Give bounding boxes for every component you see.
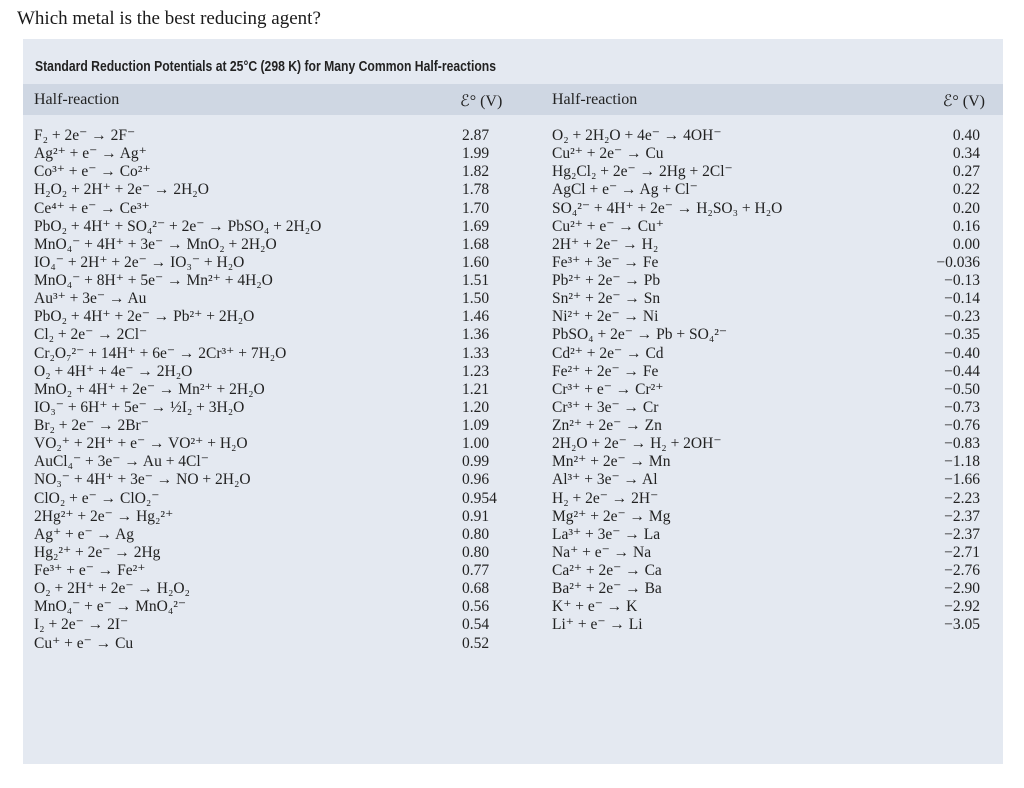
potential-right: −0.14 xyxy=(944,290,980,308)
half-reaction-right: Ca²⁺ + 2e⁻ → Ca xyxy=(552,562,662,579)
table-row xyxy=(23,254,1003,272)
half-reaction-right: Mg²⁺ + 2e⁻ → Mg xyxy=(552,507,671,525)
potential-right: −0.40 xyxy=(944,344,980,362)
potential-right: −0.50 xyxy=(944,380,980,398)
potential-right: −0.23 xyxy=(944,308,980,326)
potential-left: 0.77 xyxy=(462,562,490,579)
half-reaction-left: MnO₄⁻ + 8H⁺ + 5e⁻ → Mn²⁺ + 4H₂O xyxy=(34,272,273,289)
potential-right: −2.90 xyxy=(944,580,980,598)
table-row xyxy=(23,616,1003,634)
table-row xyxy=(23,290,1003,308)
table-row xyxy=(23,490,1003,508)
table-row xyxy=(23,417,1003,435)
potential-left: 0.80 xyxy=(462,543,490,561)
potential-right: −0.13 xyxy=(944,272,980,289)
half-reaction-right: Hg₂Cl₂ + 2e⁻ → 2Hg + 2Cl⁻ xyxy=(552,163,733,181)
half-reaction-right: Na⁺ + e⁻ → Na xyxy=(552,543,652,561)
potential-left: 0.68 xyxy=(462,580,490,598)
table-row xyxy=(23,326,1003,344)
half-reaction-right: K⁺ + e⁻ → K xyxy=(552,598,638,616)
table-row xyxy=(23,471,1003,489)
header-half-reaction-right: Half-reaction xyxy=(552,91,638,108)
potential-right: −0.73 xyxy=(944,398,980,416)
potential-left: 1.69 xyxy=(462,217,490,235)
half-reaction-right: Fe²⁺ + 2e⁻ → Fe xyxy=(552,362,659,380)
half-reaction-left: O₂ + 2H⁺ + 2e⁻ → H₂O₂ xyxy=(34,580,190,598)
potential-left: 0.52 xyxy=(462,634,490,652)
potential-left: 1.36 xyxy=(462,326,490,344)
potential-right: −2.37 xyxy=(944,525,980,543)
half-reaction-right: 2H⁺ + 2e⁻ → H₂ xyxy=(552,235,659,253)
potential-right: 0.00 xyxy=(952,235,980,253)
table-row xyxy=(23,200,1003,218)
half-reaction-right: SO₄²⁻ + 4H⁺ + 2e⁻ → H₂SO₃ + H₂O xyxy=(552,199,783,217)
table-row xyxy=(23,127,1003,145)
half-reaction-left: PbO₂ + 4H⁺ + SO₄²⁻ + 2e⁻ → PbSO₄ + 2H₂O xyxy=(34,217,322,235)
potential-left: 0.56 xyxy=(462,598,490,616)
potential-left: 1.20 xyxy=(462,398,490,416)
half-reaction-left: Au³⁺ + 3e⁻ → Au xyxy=(34,290,147,308)
table-row xyxy=(23,526,1003,544)
half-reaction-right: Al³⁺ + 3e⁻ → Al xyxy=(552,471,658,489)
potential-left: 0.96 xyxy=(462,471,490,489)
table-body xyxy=(23,127,1003,653)
potential-right: −2.71 xyxy=(944,543,980,561)
potential-right: 0.16 xyxy=(952,217,980,235)
half-reaction-left: O₂ + 4H⁺ + 4e⁻ → 2H₂O xyxy=(34,362,193,380)
half-reaction-left: IO₃⁻ + 6H⁺ + 5e⁻ → ½I₂ + 3H₂O xyxy=(34,398,245,416)
potential-right: −3.05 xyxy=(944,616,980,634)
potential-right: −1.66 xyxy=(944,471,980,489)
half-reaction-right: Fe³⁺ + 3e⁻ → Fe xyxy=(552,253,659,271)
potential-left: 1.68 xyxy=(462,235,490,253)
potential-right: −0.44 xyxy=(944,362,980,380)
table-row xyxy=(23,598,1003,616)
table-row xyxy=(23,363,1003,381)
table-row xyxy=(23,562,1003,580)
table-title: Standard Reduction Potentials at 25°C (298 K) for Many Common Half-reactions xyxy=(35,59,497,75)
half-reaction-right: Cu²⁺ + 2e⁻ → Cu xyxy=(552,145,664,163)
half-reaction-left: Hg₂²⁺ + 2e⁻ → 2Hg xyxy=(34,543,161,561)
half-reaction-left: ClO₂ + e⁻ → ClO₂⁻ xyxy=(34,489,160,507)
table-row xyxy=(23,345,1003,363)
potential-left: 1.78 xyxy=(462,181,490,199)
potential-left: 1.09 xyxy=(462,417,490,434)
potential-left: 1.21 xyxy=(462,380,490,398)
half-reaction-right: O₂ + 2H₂O + 4e⁻ → 4OH⁻ xyxy=(552,127,722,144)
potential-right: −2.76 xyxy=(944,562,980,579)
half-reaction-left: PbO₂ + 4H⁺ + 2e⁻ → Pb²⁺ + 2H₂O xyxy=(34,308,255,326)
header-potential-right: ℰ° (V) xyxy=(942,93,985,110)
table-row xyxy=(23,544,1003,562)
half-reaction-left: Cu⁺ + e⁻ → Cu xyxy=(34,634,134,652)
table-row xyxy=(23,163,1003,181)
potential-left: 1.00 xyxy=(462,435,490,453)
half-reaction-left: H₂O₂ + 2H⁺ + 2e⁻ → 2H₂O xyxy=(34,181,209,199)
potential-left: 0.54 xyxy=(462,616,490,634)
table-row xyxy=(23,580,1003,598)
half-reaction-right: H₂ + 2e⁻ → 2H⁻ xyxy=(552,489,659,507)
table-header-row xyxy=(23,84,1003,115)
potential-right: 0.27 xyxy=(952,163,980,181)
potential-left: 1.51 xyxy=(462,272,490,289)
half-reaction-left: 2Hg²⁺ + 2e⁻ → Hg₂²⁺ xyxy=(34,507,174,525)
half-reaction-left: Cl₂ + 2e⁻ → 2Cl⁻ xyxy=(34,326,148,344)
potential-left: 0.80 xyxy=(462,525,490,543)
half-reaction-left: AuCl₄⁻ + 3e⁻ → Au + 4Cl⁻ xyxy=(34,453,209,471)
half-reaction-left: I₂ + 2e⁻ → 2I⁻ xyxy=(34,616,129,634)
table-row xyxy=(23,218,1003,236)
half-reaction-left: MnO₂ + 4H⁺ + 2e⁻ → Mn²⁺ + 2H₂O xyxy=(34,380,265,398)
half-reaction-right: PbSO₄ + 2e⁻ → Pb + SO₄²⁻ xyxy=(552,326,728,344)
potential-left: 0.954 xyxy=(462,489,497,507)
potential-right: −2.37 xyxy=(944,507,980,525)
table-row xyxy=(23,508,1003,526)
table-row xyxy=(23,272,1003,290)
half-reaction-left: Fe³⁺ + e⁻ → Fe²⁺ xyxy=(34,562,146,579)
half-reaction-right: Pb²⁺ + 2e⁻ → Pb xyxy=(552,272,661,289)
question-text: Which metal is the best reducing agent? xyxy=(17,8,321,29)
potential-left: 1.99 xyxy=(462,145,490,163)
header-potential-left: ℰ° (V) xyxy=(460,93,503,110)
potential-left: 1.23 xyxy=(462,362,490,380)
half-reaction-right: 2H₂O + 2e⁻ → H₂ + 2OH⁻ xyxy=(552,435,722,453)
reduction-potentials-table xyxy=(23,39,1003,764)
half-reaction-right: AgCl + e⁻ → Ag + Cl⁻ xyxy=(552,181,698,199)
half-reaction-left: IO₄⁻ + 2H⁺ + 2e⁻ → IO₃⁻ + H₂O xyxy=(34,253,245,271)
potential-right: −0.35 xyxy=(944,326,980,344)
potential-left: 2.87 xyxy=(462,127,490,144)
half-reaction-right: Cd²⁺ + 2e⁻ → Cd xyxy=(552,344,664,362)
table-row xyxy=(23,399,1003,417)
half-reaction-right: Li⁺ + e⁻ → Li xyxy=(552,616,643,634)
half-reaction-right: Cr³⁺ + 3e⁻ → Cr xyxy=(552,398,659,416)
header-half-reaction-left: Half-reaction xyxy=(34,91,120,108)
table-row xyxy=(23,236,1003,254)
half-reaction-left: Ce⁴⁺ + e⁻ → Ce³⁺ xyxy=(34,199,150,217)
potential-right: −1.18 xyxy=(944,453,980,471)
table-row xyxy=(23,635,1003,653)
half-reaction-left: Br₂ + 2e⁻ → 2Br⁻ xyxy=(34,417,149,434)
potential-right: 0.22 xyxy=(952,181,980,199)
half-reaction-right: Ba²⁺ + 2e⁻ → Ba xyxy=(552,580,662,598)
table-row xyxy=(23,435,1003,453)
potential-right: 0.34 xyxy=(952,145,980,163)
table-row xyxy=(23,145,1003,163)
half-reaction-left: Ag⁺ + e⁻ → Ag xyxy=(34,525,135,543)
potential-left: 1.50 xyxy=(462,290,490,308)
table-row xyxy=(23,453,1003,471)
potential-right: −0.036 xyxy=(936,253,980,271)
potential-left: 1.70 xyxy=(462,199,490,217)
potential-right: −0.76 xyxy=(944,417,980,434)
half-reaction-right: Cu²⁺ + e⁻ → Cu⁺ xyxy=(552,217,664,235)
half-reaction-right: La³⁺ + 3e⁻ → La xyxy=(552,525,661,543)
potential-left: 1.60 xyxy=(462,253,490,271)
half-reaction-right: Ni²⁺ + 2e⁻ → Ni xyxy=(552,308,659,326)
potential-left: 1.82 xyxy=(462,163,490,181)
half-reaction-left: NO₃⁻ + 4H⁺ + 3e⁻ → NO + 2H₂O xyxy=(34,471,251,489)
half-reaction-left: MnO₄⁻ + e⁻ → MnO₄²⁻ xyxy=(34,598,187,616)
table-row xyxy=(23,308,1003,326)
half-reaction-left: VO₂⁺ + 2H⁺ + e⁻ → VO²⁺ + H₂O xyxy=(34,435,248,453)
half-reaction-left: Ag²⁺ + e⁻ → Ag⁺ xyxy=(34,145,147,163)
half-reaction-left: Co³⁺ + e⁻ → Co²⁺ xyxy=(34,163,151,181)
half-reaction-right: Sn²⁺ + 2e⁻ → Sn xyxy=(552,290,661,308)
table-row xyxy=(23,381,1003,399)
half-reaction-right: Zn²⁺ + 2e⁻ → Zn xyxy=(552,417,662,434)
half-reaction-left: F₂ + 2e⁻ → 2F⁻ xyxy=(34,127,136,144)
potential-right: −0.83 xyxy=(944,435,980,453)
potential-left: 0.99 xyxy=(462,453,490,471)
potential-right: −2.23 xyxy=(944,489,980,507)
half-reaction-right: Cr³⁺ + e⁻ → Cr²⁺ xyxy=(552,380,664,398)
half-reaction-left: Cr₂O₇²⁻ + 14H⁺ + 6e⁻ → 2Cr³⁺ + 7H₂O xyxy=(34,344,287,362)
table-row xyxy=(23,181,1003,199)
potential-left: 0.91 xyxy=(462,507,490,525)
potential-right: 0.40 xyxy=(952,127,980,144)
potential-right: −2.92 xyxy=(944,598,980,616)
half-reaction-left: MnO₄⁻ + 4H⁺ + 3e⁻ → MnO₂ + 2H₂O xyxy=(34,235,277,253)
potential-left: 1.46 xyxy=(462,308,490,326)
half-reaction-right: Mn²⁺ + 2e⁻ → Mn xyxy=(552,453,671,471)
potential-right: 0.20 xyxy=(952,199,980,217)
potential-left: 1.33 xyxy=(462,344,490,362)
